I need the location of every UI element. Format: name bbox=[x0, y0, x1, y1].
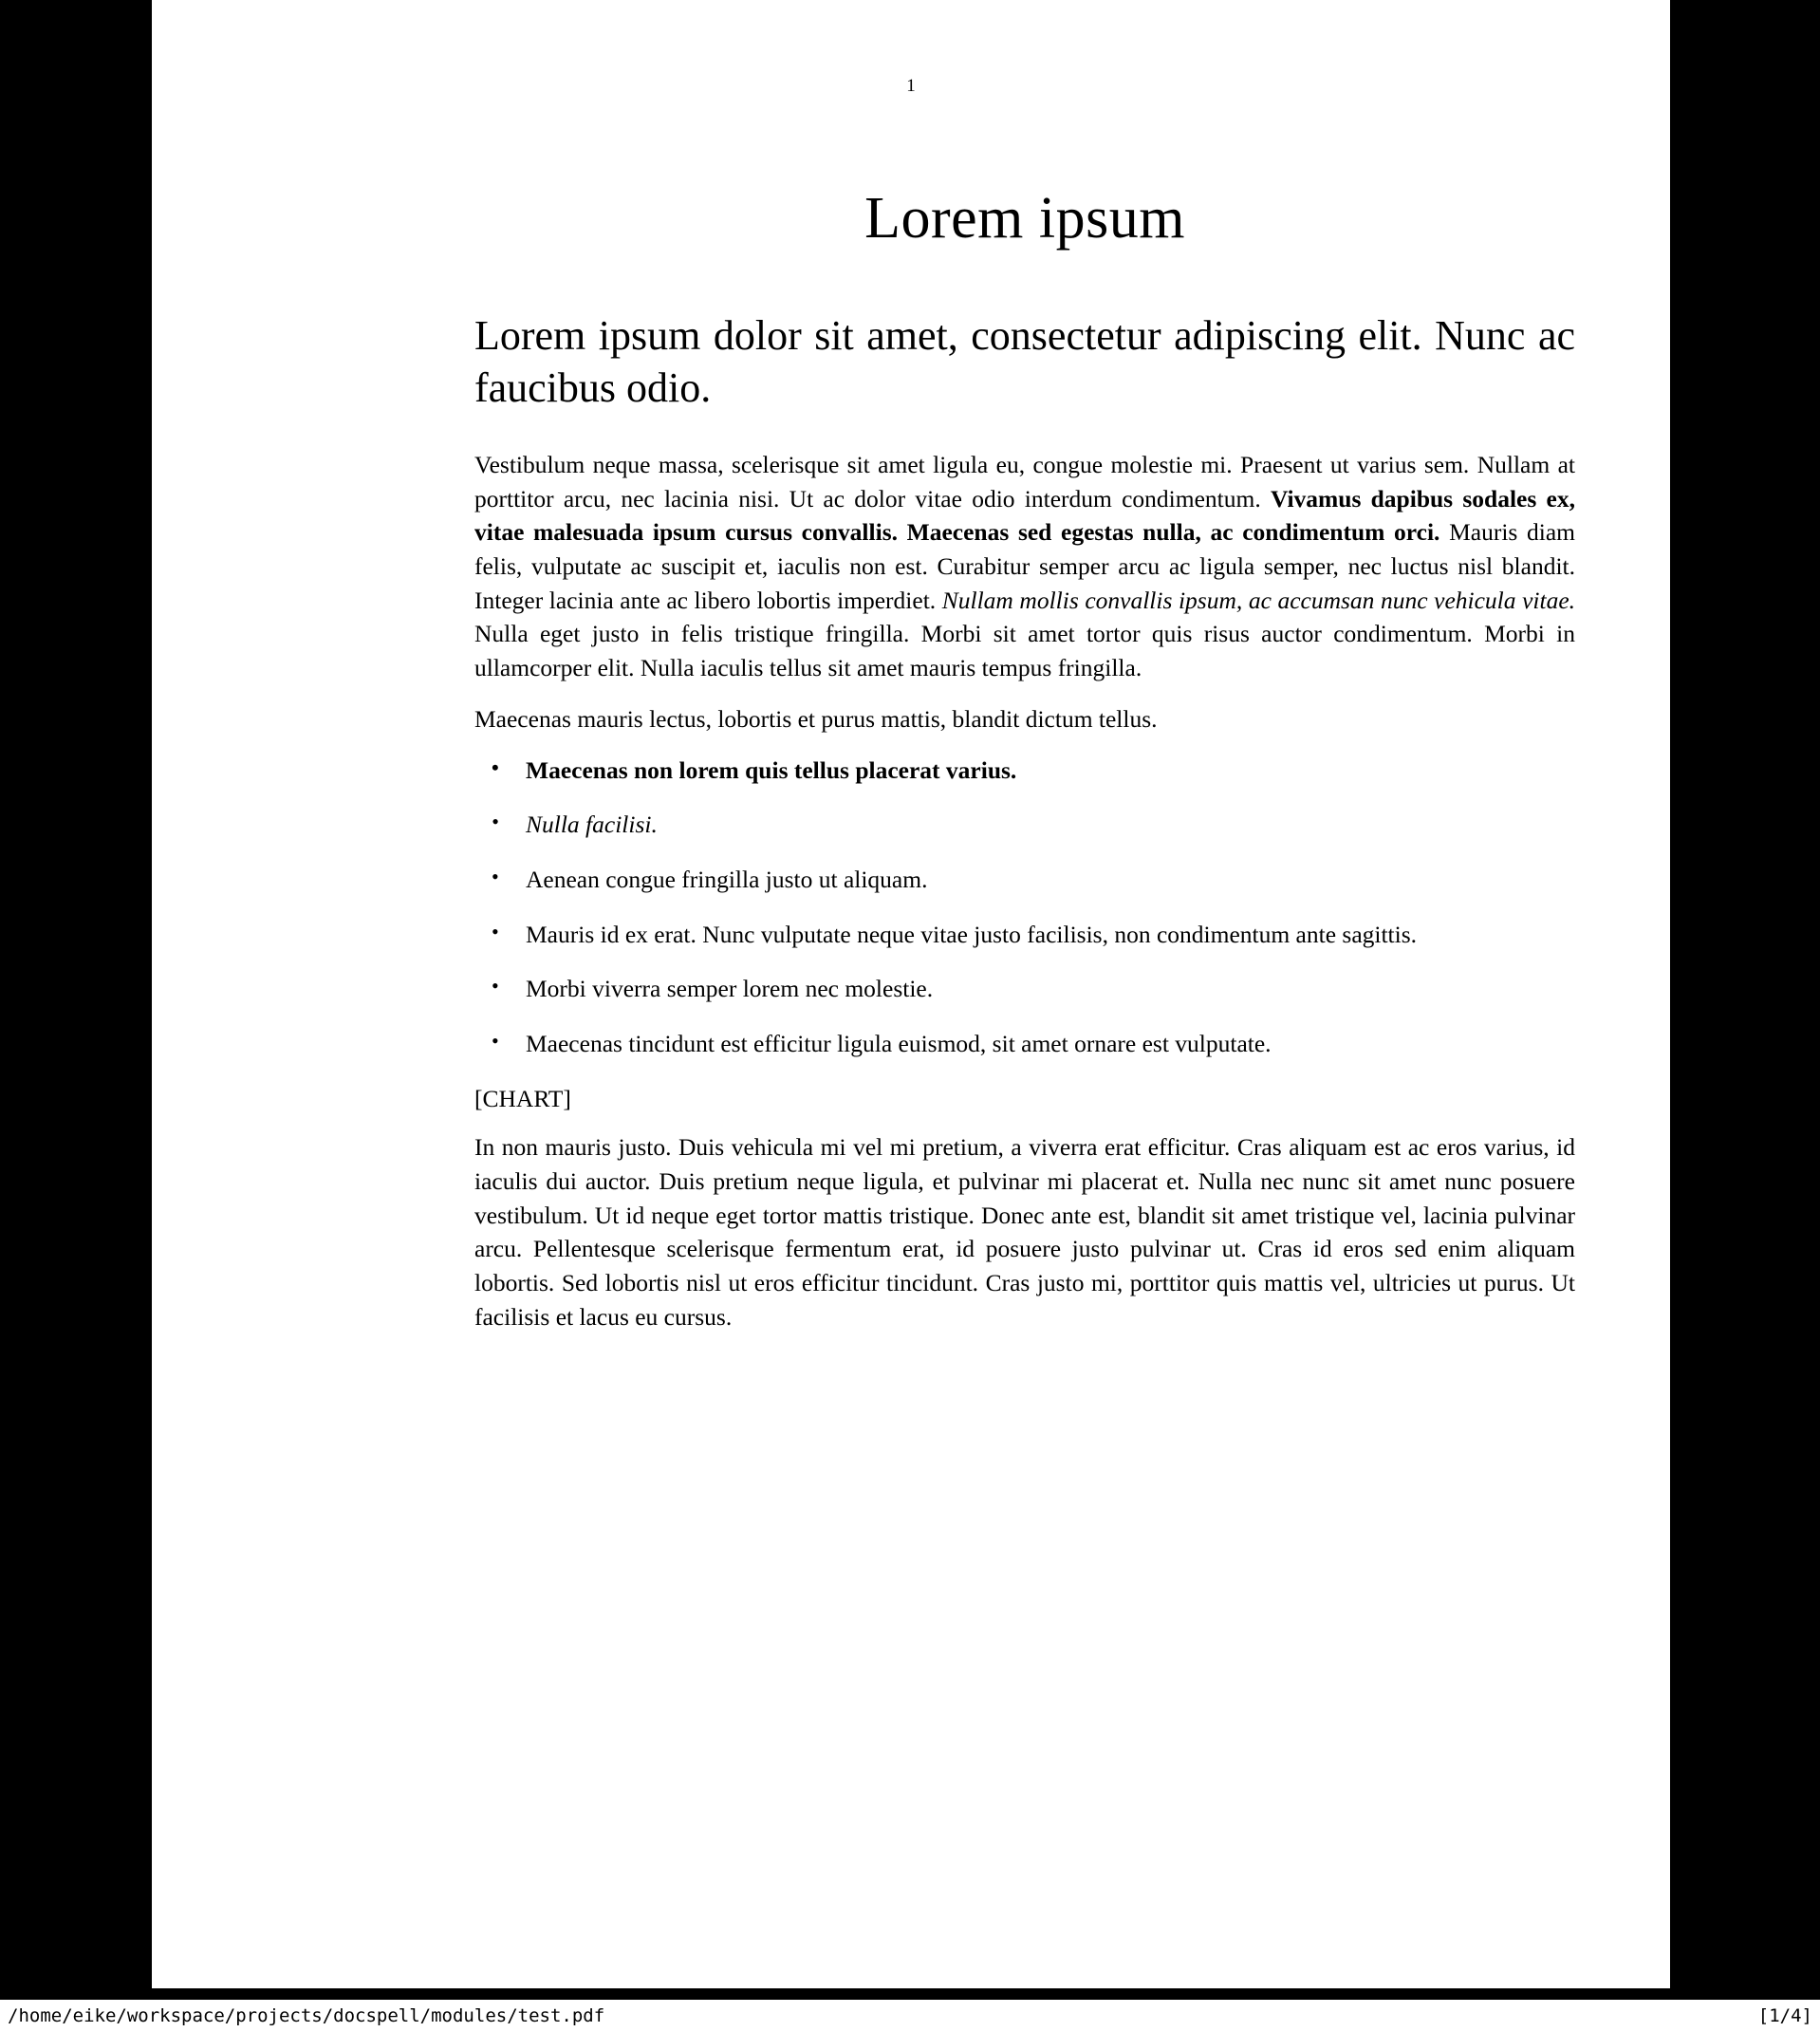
paragraph-1-part-a: Vestibulum neque massa, scelerisque sit amet ligula eu, congue molestie mi. Praesent ut varius sem. Nullam at porttitor arcu, nec lacinia nisi. Ut ac dolor vitae odio interdum condimentum. bbox=[474, 451, 1575, 513]
paragraph-2: Maecenas mauris lectus, lobortis et purus mattis, blandit dictum tellus. bbox=[474, 704, 1158, 733]
paragraph-1-part-b: Mauris diam felis, vulputate ac suscipit et, iaculis non est. Curabitur semper arcu ac ligula semper, nec luctus nisl blandit. Integer lacinia ante ac libero lobortis imperdiet. bbox=[474, 518, 1575, 614]
status-bar bbox=[0, 2000, 1820, 2032]
list-item: • Mauris id ex erat. Nunc vulputate neque vitae justo facilisis, non condimentum ante sagittis. bbox=[474, 918, 1575, 952]
list-item: • Maecenas non lorem quis tellus placerat varius. bbox=[474, 754, 1575, 788]
chart-placeholder: [CHART] bbox=[474, 1084, 571, 1112]
paragraph-1 bbox=[474, 448, 1575, 685]
bullet-list bbox=[474, 754, 1575, 1061]
list-item: • Maecenas tincidunt est efficitur ligula euismod, sit amet ornare est vulputate. bbox=[474, 1027, 1575, 1061]
paragraph-1-bold: Vivamus dapibus sodales ex, vitae malesuada ipsum cursus convallis. Maecenas sed egestas nulla, ac condimentum orci. bbox=[474, 484, 1575, 547]
page-indicator: [1/4] bbox=[1757, 2005, 1812, 2026]
file-path: /home/eike/workspace/projects/docspell/modules/test.pdf bbox=[8, 2005, 605, 2026]
paragraph-1-italic: Nullam mollis convallis ipsum, ac accumsan nunc vehicula vitae. bbox=[941, 586, 1576, 614]
section-heading: Lorem ipsum dolor sit amet, consectetur adipiscing elit. Nunc ac faucibus odio. bbox=[474, 312, 1575, 411]
paragraph-3: In non mauris justo. Duis vehicula mi vel mi pretium, a viverra erat efficitur. Cras aliquam est ac eros varius, id iaculis dui auctor. Duis pretium neque ligula, et pulvinar mi placerat et. Nulla nec nunc sit amet nunc posuere vestibulum. Ut id neque eget tortor mattis tristique. Donec ante est, blandit sit amet tristique vel, lacinia pulvinar arcu. Pellentesque scelerisque fermentum erat, id posuere justo pulvinar ut. Cras id eros sed enim aliquam lobortis. Sed lobortis nisl ut eros efficitur tincidunt. Cras justo mi, porttitor quis mattis vel, ultricies ut purus. Ut facilisis et lacus eu cursus. bbox=[474, 1133, 1575, 1331]
pdf-page bbox=[152, 0, 1670, 1988]
document-content bbox=[474, 185, 1575, 1351]
list-item: • Nulla facilisi. bbox=[474, 808, 1575, 842]
list-item: • Aenean congue fringilla justo ut aliquam. bbox=[474, 863, 1575, 897]
paragraph-1-part-c: Nulla eget justo in felis tristique fringilla. Morbi sit amet tortor quis risus auctor condimentum. Morbi in ullamcorper elit. Nulla iaculis tellus sit amet mauris tempus fringilla. bbox=[474, 620, 1575, 682]
list-item: • Morbi viverra semper lorem nec molestie. bbox=[474, 972, 1575, 1006]
document-title: Lorem ipsum bbox=[864, 186, 1185, 251]
page-number: 1 bbox=[906, 76, 916, 96]
